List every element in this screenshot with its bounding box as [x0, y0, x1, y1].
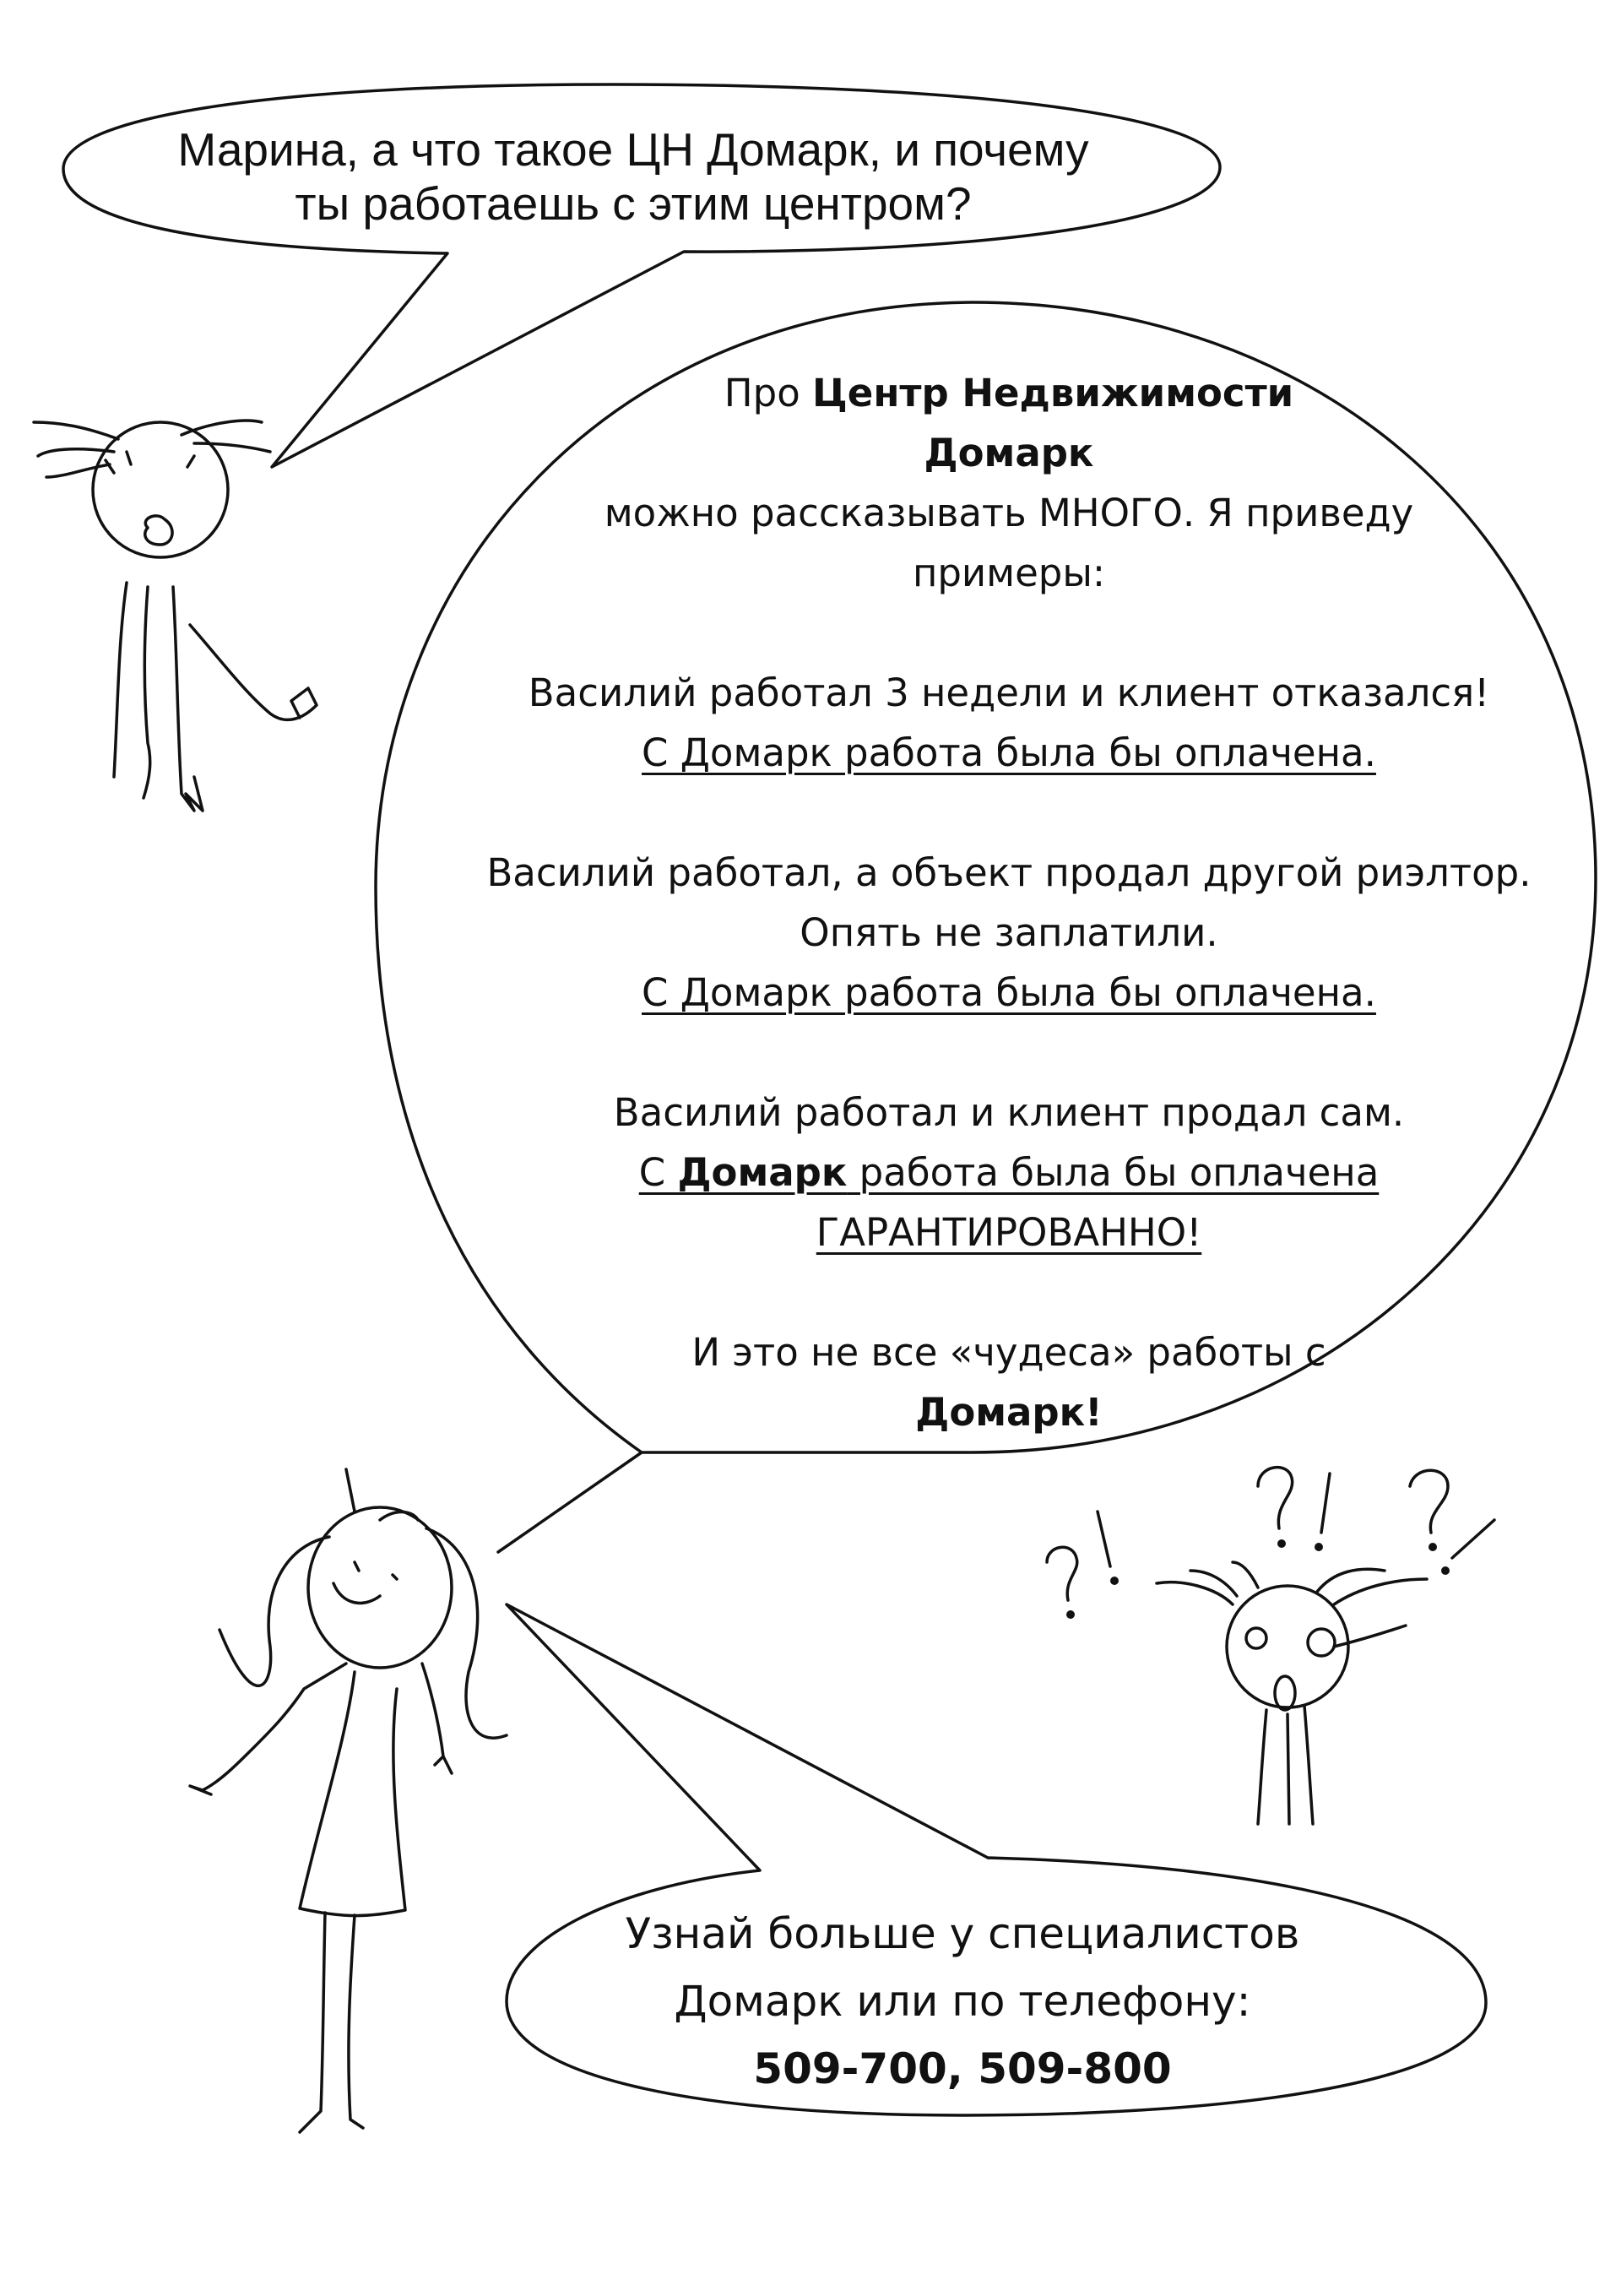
example-1-line-1: Василий работал 3 недели и клиент отказался!	[528, 670, 1490, 715]
footer-text	[523, 1900, 1401, 2103]
spacer	[456, 1262, 1562, 1322]
phone-numbers: 509-700, 509-800	[753, 2044, 1172, 2093]
footer-line-2: Домарк или по телефону:	[674, 1977, 1251, 2026]
answer-text	[456, 363, 1562, 1442]
answer-intro-line-2	[456, 423, 1562, 483]
footer-line-1: Узнай больше у специалистов	[625, 1909, 1300, 1958]
spacer	[456, 1023, 1562, 1083]
example-3-guaranteed: ГАРАНТИРОВАННО!	[816, 1210, 1202, 1255]
outro-bold: Домарк!	[915, 1390, 1103, 1435]
outro-line-2	[456, 1382, 1562, 1442]
example-3-line-2	[456, 1143, 1562, 1202]
answer-intro-line-1	[456, 363, 1562, 423]
answer-intro-line-3: можно рассказывать МНОГО. Я приведу	[604, 491, 1414, 535]
outro-line-1: И это не все «чудеса» работы с	[691, 1330, 1326, 1375]
intro-bold-domark: Домарк	[924, 431, 1094, 475]
footer-phones-line	[523, 2035, 1401, 2103]
example-1-line-2	[456, 723, 1562, 783]
top-left-stick-figure	[34, 421, 317, 811]
intro-prefix: Про	[724, 371, 813, 415]
spacer	[456, 603, 1562, 663]
example-3-line-1: Василий работал и клиент продал сам.	[613, 1090, 1405, 1135]
example-2-line-3	[456, 963, 1562, 1023]
example-3-underlined	[639, 1150, 1380, 1195]
example-3-prefix: С	[638, 1150, 678, 1195]
girl-stick-figure	[190, 1469, 507, 2132]
example-3-line-3	[456, 1202, 1562, 1262]
spacer	[456, 783, 1562, 843]
answer-intro-line-4: примеры:	[912, 551, 1106, 595]
question-mark-dots	[1066, 1539, 1450, 1619]
example-3-bold: Домарк	[677, 1150, 848, 1195]
example-2-underlined: С Домарк работа была бы оплачена.	[642, 970, 1376, 1015]
example-3-suffix: работа была бы оплачена	[847, 1150, 1380, 1195]
example-1-underlined: С Домарк работа была бы оплачена.	[642, 730, 1376, 775]
example-2-line-1: Василий работал, а объект продал другой риэлтор.	[486, 850, 1532, 895]
surprised-stick-figure	[1157, 1562, 1427, 1824]
intro-bold-center: Центр Недвижимости	[812, 371, 1294, 415]
example-2-line-2: Опять не заплатили.	[800, 910, 1218, 955]
question-line-1: Марина, а что такое ЦН Домарк, и почему	[177, 123, 1089, 176]
question-line-2: ты работаешь с этим центром?	[295, 177, 972, 231]
question-text	[101, 122, 1165, 231]
